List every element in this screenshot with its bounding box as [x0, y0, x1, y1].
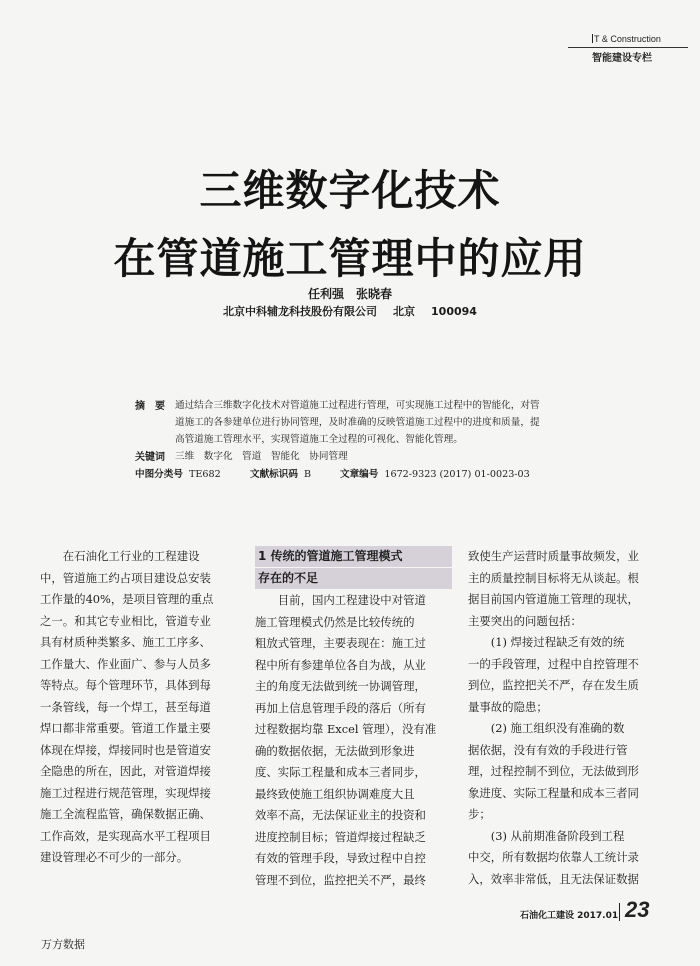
- text-line: 施工全流程监管，确保数据正确、: [40, 807, 211, 821]
- text-line: 有效的管理手段，导致过程中自控: [255, 851, 426, 865]
- article-number-value: 1672-9323 (2017) 01-0023-03: [384, 469, 530, 480]
- wanfang-watermark: 万方数据: [41, 938, 85, 951]
- text-line: 致使生产运营时质量事故频发，业: [468, 549, 639, 563]
- text-line: 一条管线，每一个焊工，甚至每道: [40, 699, 211, 714]
- text-line: 据目前国内管道施工管理的现状，: [468, 592, 639, 606]
- doc-code-field: [250, 466, 311, 480]
- affiliation: [0, 303, 700, 319]
- text-line: 效率不高，无法保证业主的投资和: [255, 808, 426, 822]
- text-line: 最终致使施工组织协调难度大且: [255, 786, 415, 801]
- text-line: 主要突出的问题包括：: [468, 613, 582, 628]
- text-line: 体现在焊接，焊接同时也是管道安: [40, 742, 211, 757]
- text-line: 程中所有参建单位各自为战，从业: [255, 657, 426, 672]
- clc-label: 中图分类号: [135, 469, 183, 480]
- body-column-2: [255, 546, 452, 891]
- text-line: 建设管理必不可少的一部分。: [40, 850, 189, 864]
- text-line: 量事故的隐患；: [468, 699, 548, 714]
- footer-divider: [619, 903, 620, 921]
- text-line: 等特点。每个管理环节，具体到每: [40, 678, 211, 692]
- header-rule: [568, 47, 688, 48]
- clc-field: [135, 466, 221, 480]
- text-line: (3) 从前期准备阶段到工程: [468, 828, 625, 843]
- abstract-label: 摘 要: [135, 401, 165, 412]
- article-number-label: 文章编号: [340, 469, 379, 480]
- text-line: 施工管理模式仍然是比较传统的: [255, 614, 415, 629]
- text-line: 工作量大、作业面广、参与人员多: [40, 656, 211, 671]
- text-line: 具有材质种类繁多、施工工序多、: [40, 635, 211, 649]
- text-line: 工作高效，是实现高水平工程项目: [40, 828, 211, 843]
- article-title-line-1: 三维数字化技术: [199, 166, 501, 215]
- text-line: 工作量的40%，是项目管理的重点: [40, 592, 214, 606]
- text-line: 粗放式管理，主要表现在：施工过: [255, 636, 426, 650]
- footer-journal: 石油化工建设 2017.01: [520, 911, 619, 921]
- abstract-body: [175, 397, 575, 448]
- text-line: (2) 施工组织没有准确的数: [468, 721, 625, 735]
- abstract-line: 通过结合三维数字化技术对管道施工过程进行管理，可实现施工过程中的智能化，对管: [175, 400, 540, 411]
- text-line: 象进度、实际工程量和成本三者同: [468, 785, 639, 800]
- text-line: 确的数据依据，无法做到形象进: [255, 743, 415, 758]
- text-line: 中，管道施工约占项目建设总安装: [40, 570, 211, 585]
- text-line: 施工过程进行规范管理，实现焊接: [40, 785, 211, 800]
- text-line: 据依据，没有有效的手段进行管: [468, 742, 628, 757]
- abstract-line: 高管道施工管理水平，实现管道施工全过程的可视化、智能化管理。: [175, 434, 463, 445]
- section-heading-1-cont: 存在的不足: [255, 568, 452, 589]
- text-line: 进度控制目标；管道焊接过程缺乏: [255, 829, 426, 844]
- section-heading-1: 1 传统的管道施工管理模式: [255, 546, 452, 567]
- text-line: 管理不到位，监控把关不严，最终: [255, 872, 426, 887]
- text-line: 在石油化工行业的工程建设: [40, 549, 200, 563]
- text-line: 理，过程控制不到位，无法做到形: [468, 764, 639, 778]
- text-line: 到位，监控把关不严，存在发生质: [468, 678, 639, 692]
- text-line: 度、实际工程量和成本三者同步，: [255, 765, 426, 779]
- keywords-text: 三维 数字化 管道 智能化 协同管理: [175, 451, 348, 462]
- body-column-1: [40, 546, 240, 869]
- text-line: 中交，所有数据均依靠人工统计录: [468, 850, 639, 864]
- text-line: (1) 焊接过程缺乏有效的统: [468, 635, 625, 649]
- body-column-3: [468, 546, 663, 890]
- keywords-label: 关键词: [135, 452, 165, 463]
- abstract-line: 道施工的各参建单位进行协同管理，及时准确的反映管道施工过程中的进度和质量，提: [175, 417, 540, 428]
- text-line: 过程数据均靠 Excel 管理），没有准: [255, 722, 437, 736]
- text-line: 入，效率非常低，且无法保证数据: [468, 871, 639, 886]
- page-number: 23: [625, 897, 650, 922]
- text-line: 焊口都非常重要。管道工作量主要: [40, 721, 211, 735]
- header-brand: T & Construction: [594, 34, 661, 44]
- text-line: 之一。和其它专业相比，管道专业: [40, 613, 211, 628]
- text-line: 再加上信息管理手段的落后（所有: [255, 700, 426, 715]
- text-line: 步；: [468, 807, 491, 821]
- article-number-field: [340, 466, 530, 480]
- doc-code-label: 文献标识码: [250, 469, 298, 480]
- affiliation-city: 北京: [393, 305, 416, 318]
- doc-code-value: B: [303, 469, 312, 480]
- clc-value: TE682: [188, 469, 221, 480]
- affiliation-org: 北京中科辅龙科技股份有限公司: [223, 305, 378, 318]
- header-column-name: 智能建设专栏: [592, 53, 652, 64]
- affiliation-postcode: 100094: [431, 305, 477, 318]
- text-line: 全隐患的所在，因此，对管道焊接: [40, 764, 211, 778]
- text-line: 一的手段管理，过程中自控管理不: [468, 656, 639, 671]
- text-line: 主的角度无法做到统一协调管理，: [255, 679, 426, 693]
- authors: 任利强 张晓春: [307, 287, 392, 301]
- text-line: 目前，国内工程建设中对管道: [255, 593, 426, 607]
- text-line: 主的质量控制目标将无从谈起。根: [468, 570, 639, 585]
- article-title-line-2: 在管道施工管理中的应用: [113, 234, 587, 283]
